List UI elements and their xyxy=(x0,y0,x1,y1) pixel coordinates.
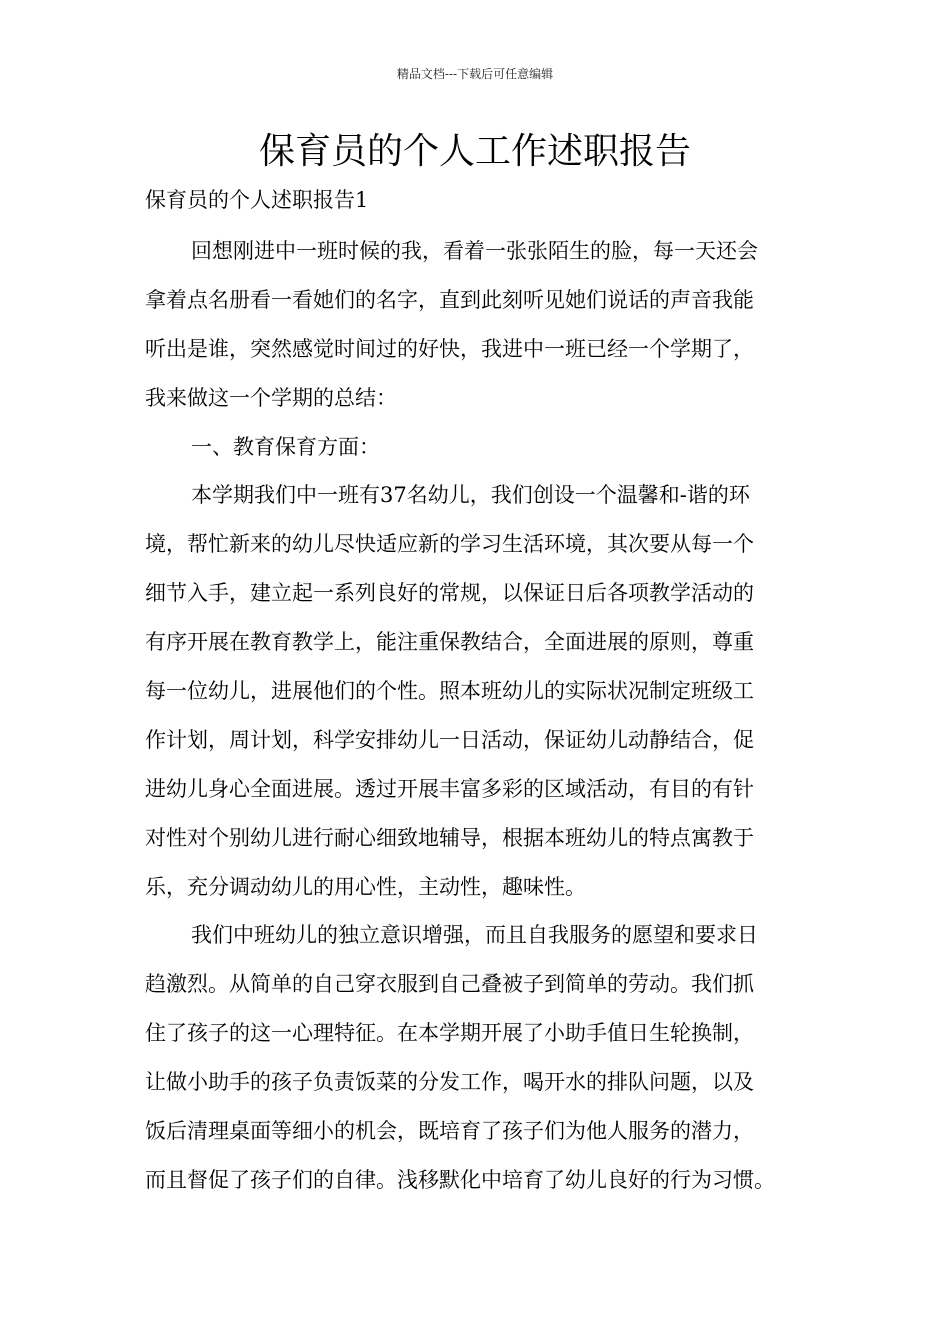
body-line: 作计划，周计划，科学安排幼儿一日活动，保证幼儿动静结合，促 xyxy=(145,727,754,752)
body-line: 趋激烈。从简单的自己穿衣服到自己叠被子到简单的劳动。我们抓 xyxy=(145,972,754,997)
document-subtitle: 保育员的个人述职报告1 xyxy=(145,188,369,212)
body-line: 进幼儿身心全面进展。透过开展丰富多彩的区域活动，有目的有针 xyxy=(145,776,754,801)
body-line: 饭后清理桌面等细小的机会，既培育了孩子们为他人服务的潜力， xyxy=(145,1119,754,1144)
body-line: 我来做这一个学期的总结： xyxy=(145,385,397,410)
body-line: 听出是谁，突然感觉时间过的好快，我进中一班已经一个学期了， xyxy=(145,336,754,361)
body-line: 住了孩子的这一心理特征。在本学期开展了小助手值日生轮换制， xyxy=(145,1021,754,1046)
body-line: 乐，充分调动幼儿的用心性，主动性，趣味性。 xyxy=(145,874,586,899)
body-line: 每一位幼儿，进展他们的个性。照本班幼儿的实际状况制定班级工 xyxy=(145,679,754,704)
document-body xyxy=(145,233,825,1211)
body-line: 让做小助手的孩子负责饭菜的分发工作，喝开水的排队问题，以及 xyxy=(145,1070,754,1095)
body-line: 拿着点名册看一看她们的名字，直到此刻听见她们说话的声音我能 xyxy=(145,287,754,312)
body-line: 而且督促了孩子们的自律。浅移默化中培育了幼儿良好的行为习惯。 xyxy=(145,1167,775,1192)
body-line: 回想刚进中一班时候的我，看着一张张陌生的脸，每一天还会 xyxy=(191,239,758,263)
header-note: 精品文档---下载后可任意编辑 xyxy=(396,67,554,81)
body-line: 对性对个别幼儿进行耐心细致地辅导，根据本班幼儿的特点寓教于 xyxy=(145,825,754,850)
section-heading: 一、教育保育方面： xyxy=(191,434,380,459)
body-line: 有序开展在教育教学上，能注重保教结合，全面进展的原则，尊重 xyxy=(145,630,754,655)
body-line: 我们中班幼儿的独立意识增强，而且自我服务的愿望和要求日 xyxy=(191,923,758,948)
body-line: 本学期我们中一班有37名幼儿，我们创设一个温馨和-谐的环 xyxy=(191,483,750,508)
body-line: 境，帮忙新来的幼儿尽快适应新的学习生活环境，其次要从每一个 xyxy=(145,532,754,557)
document-title: 保育员的个人工作述职报告 xyxy=(258,131,691,172)
body-line: 细节入手，建立起一系列良好的常规，以保证日后各项教学活动的 xyxy=(145,581,754,606)
